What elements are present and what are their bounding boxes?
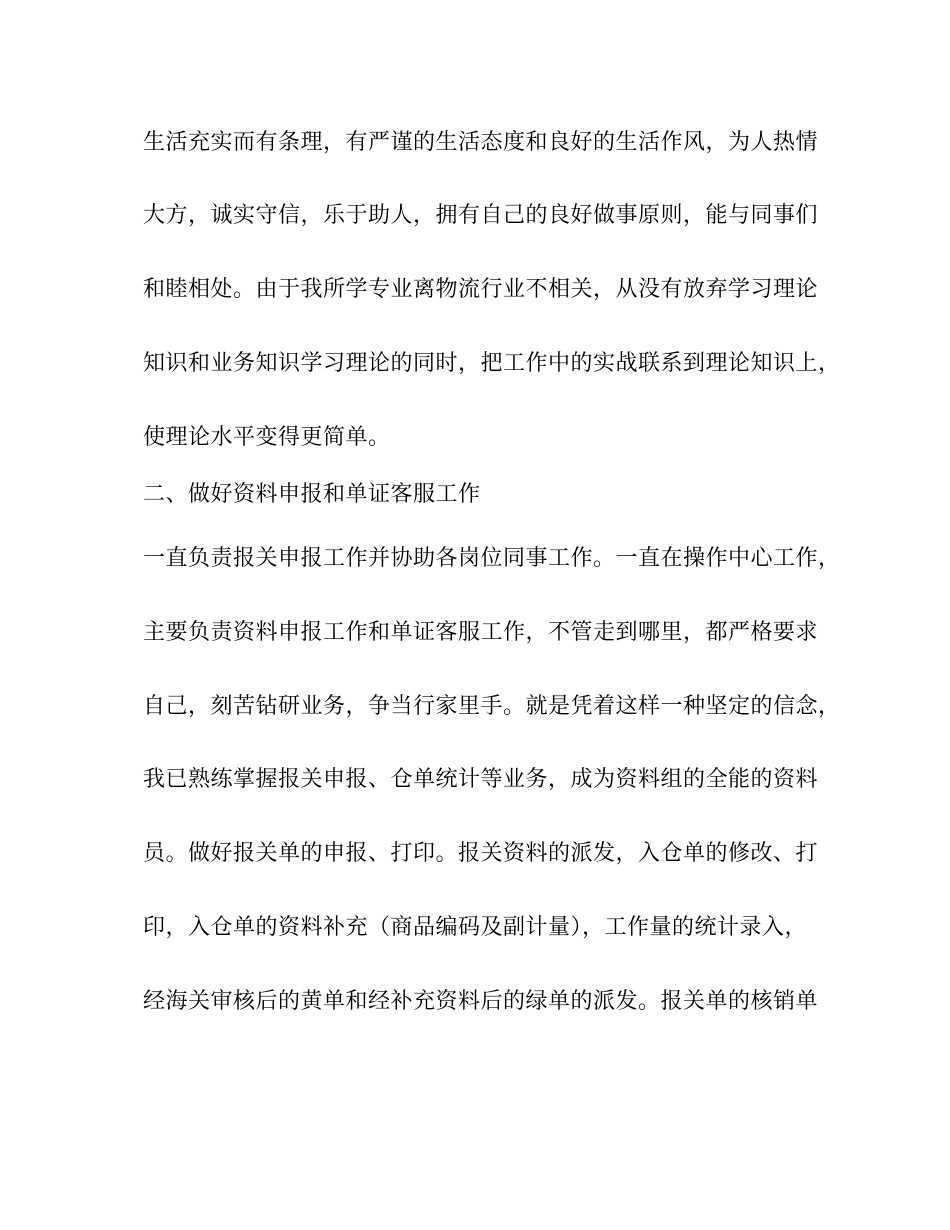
paragraph-2-line-1: 一直负责报关申报工作并协助各岗位同事工作。一直在操作中心工作， — [143, 546, 841, 571]
paragraph-1-line-3: 和睦相处。由于我所学专业离物流行业不相关，从没有放弃学习理论 — [143, 277, 819, 302]
paragraph-1-line-1: 生活充实而有条理，有严谨的生活态度和良好的生活作风，为人热情 — [143, 130, 819, 155]
paragraph-1-line-4: 知识和业务知识学习理论的同时，把工作中的实战联系到理论知识上， — [143, 351, 841, 376]
paragraph-2-line-6: 印，入仓单的资料补充（商品编码及副计量），工作量的统计录入， — [143, 915, 808, 940]
paragraph-2-line-5: 员。做好报关单的申报、打印。报关资料的派发，入仓单的修改、打 — [143, 841, 819, 866]
paragraph-2-line-2: 主要负责资料申报工作和单证客服工作，不管走到哪里，都严格要求 — [143, 620, 819, 645]
paragraph-1-line-5: 使理论水平变得更简单。 — [143, 425, 391, 450]
paragraph-2-line-4: 我已熟练掌握报关申报、仓单统计等业务，成为资料组的全能的资料 — [143, 767, 819, 792]
section-heading: 二、做好资料申报和单证客服工作 — [143, 482, 481, 507]
paragraph-1-line-2: 大方，诚实守信，乐于助人，拥有自己的良好做事原则，能与同事们 — [143, 203, 819, 228]
paragraph-2-line-3: 自己，刻苦钻研业务，争当行家里手。就是凭着这样一种坚定的信念， — [143, 694, 841, 719]
paragraph-2-line-7: 经海关审核后的黄单和经补充资料后的绿单的派发。报关单的核销单 — [143, 989, 819, 1014]
